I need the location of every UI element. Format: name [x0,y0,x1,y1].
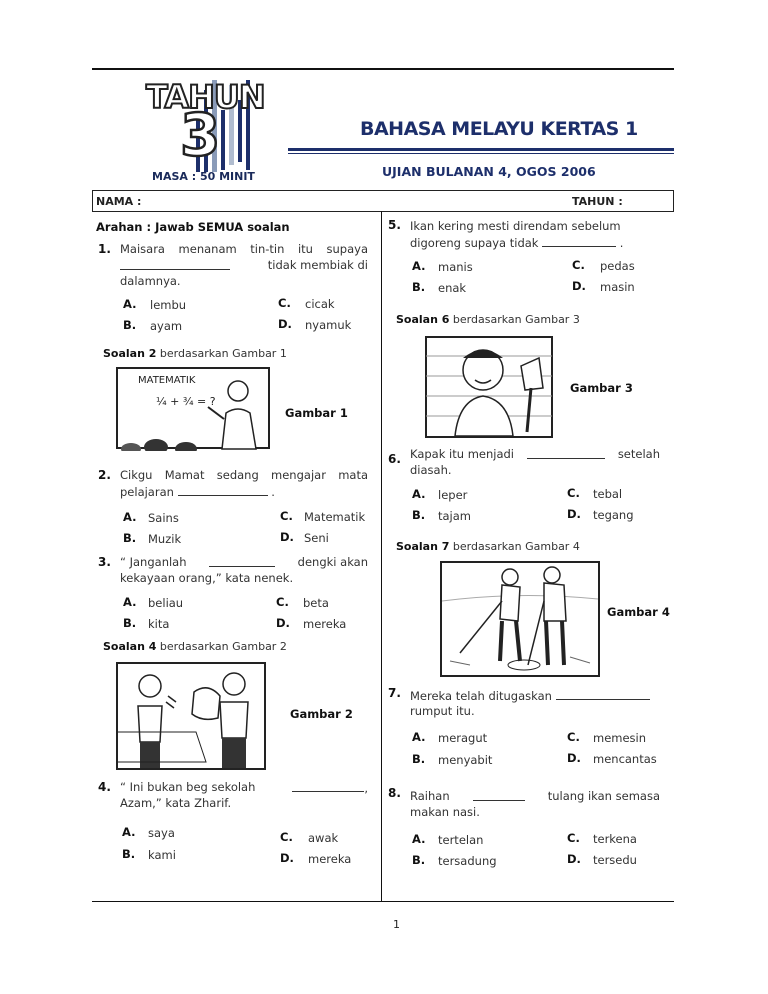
gambar-3-illustration [425,336,555,440]
q5-b-letter: B. [412,280,426,294]
q8-line1: Raihan tulang ikan semasa [410,789,660,803]
q8-number: 8. [388,786,401,800]
gambar-1-illustration [116,367,274,451]
board-sum: ¼ + ¾ = ? [156,395,216,408]
q4-number: 4. [98,780,111,794]
gambar-1-label: Gambar 1 [285,406,348,420]
q7-c-letter: C. [567,730,580,744]
q3-option-c[interactable]: beta [303,596,329,610]
gambar-3-label: Gambar 3 [570,381,633,395]
q8-c-letter: C. [567,831,580,845]
q1-line2 [120,258,368,273]
q5-option-a[interactable]: manis [438,260,473,274]
q1-number: 1. [98,242,111,256]
q7-b-letter: B. [412,752,426,766]
q3-option-b[interactable]: kita [148,617,170,631]
q7-d-letter: D. [567,751,581,765]
q2-option-d[interactable]: Seni [304,531,329,545]
q2-option-a[interactable]: Sains [148,511,179,525]
q4-option-a[interactable]: saya [148,826,175,840]
q2-line2: pelajaran . [120,485,275,499]
q7-option-b[interactable]: menyabit [438,753,493,767]
q1-d-letter: D. [278,317,292,331]
q6-line2: diasah. [410,463,452,477]
nama-label: NAMA : [96,195,142,208]
q1-line2-text: tidak membiak di [267,258,368,272]
q8-option-c[interactable]: terkena [593,832,637,846]
q2-blank[interactable] [178,484,268,496]
q3-blank[interactable] [209,555,275,567]
q2-number: 2. [98,468,111,482]
q4-option-d[interactable]: mereka [308,852,352,866]
q8-b-letter: B. [412,853,426,867]
tahun-label: TAHUN : [572,195,623,208]
q8-line2: makan nasi. [410,805,480,819]
page-number: 1 [393,918,400,931]
q5-number: 5. [388,218,401,232]
q8-option-b[interactable]: tersadung [438,854,497,868]
q5-d-letter: D. [572,279,586,293]
q3-option-d[interactable]: mereka [303,617,347,631]
q2-c-letter: C. [280,509,293,523]
q3-a-letter: A. [123,595,137,609]
page-title: BAHASA MELAYU KERTAS 1 [360,118,638,140]
q7-option-d[interactable]: mencantas [593,752,657,766]
q1-line3: dalamnya. [120,274,181,288]
q7-blank[interactable] [556,688,650,700]
soalan-2-heading: Soalan 2 berdasarkan Gambar 1 [103,347,287,360]
q3-line1: “ Janganlah dengki akan [120,555,368,569]
masa-label: MASA : 50 MINIT [152,170,255,183]
q4-option-b[interactable]: kami [148,848,176,862]
q6-option-b[interactable]: tajam [438,509,472,523]
q6-option-a[interactable]: leper [438,488,468,502]
q2-a-letter: A. [123,510,137,524]
q6-line1: Kapak itu menjadi setelah [410,447,660,461]
q7-a-letter: A. [412,730,426,744]
q7-line1: Mereka telah ditugaskan [410,688,650,704]
tahun-logo-word: TAHUN [146,78,265,116]
board-title: MATEMATIK [138,375,196,386]
q3-number: 3. [98,555,111,569]
q5-option-b[interactable]: enak [438,281,467,295]
q6-number: 6. [388,452,401,466]
q1-option-d[interactable]: nyamuk [305,318,352,332]
q4-line1: “ Ini bukan beg sekolah , [120,780,368,795]
q1-option-c[interactable]: cicak [305,297,335,311]
q2-line1: Cikgu Mamat sedang mengajar mata [120,468,368,482]
q5-line1: Ikan kering mesti direndam sebelum [410,219,621,233]
q8-option-a[interactable]: tertelan [438,833,484,847]
soalan-7-heading: Soalan 7 berdasarkan Gambar 4 [396,540,580,553]
tahun-logo-number: 3 [180,101,221,169]
q4-option-c[interactable]: awak [308,831,339,845]
q1-c-letter: C. [278,296,291,310]
q1-line1: Maisara menanam tin-tin itu supaya [120,242,368,256]
gambar-2-illustration [116,662,268,772]
q3-c-letter: C. [276,595,289,609]
q8-blank[interactable] [473,789,525,801]
q6-b-letter: B. [412,508,426,522]
q6-c-letter: C. [567,486,580,500]
q8-a-letter: A. [412,832,426,846]
q2-d-letter: D. [280,530,294,544]
q7-option-c[interactable]: memesin [593,731,647,745]
q1-b-letter: B. [123,318,137,332]
q6-a-letter: A. [412,487,426,501]
q1-a-letter: A. [123,297,137,311]
q8-d-letter: D. [567,852,581,866]
q6-blank[interactable] [527,447,605,459]
q5-c-letter: C. [572,258,585,272]
q1-option-b[interactable]: ayam [150,319,183,333]
q3-b-letter: B. [123,616,137,630]
q5-blank[interactable] [542,235,616,247]
soalan-6-heading: Soalan 6 berdasarkan Gambar 3 [396,313,580,326]
q4-a-letter: A. [122,825,136,839]
q1-blank[interactable] [120,258,230,270]
q1-option-a[interactable]: lembu [150,298,187,312]
q2-option-c[interactable]: Matematik [304,510,366,524]
q7-line2: rumput itu. [410,704,475,718]
column-divider [381,211,382,901]
q4-d-letter: D. [280,851,294,865]
q6-d-letter: D. [567,507,581,521]
q4-line2: Azam,” kata Zharif. [120,796,232,810]
q4-b-letter: B. [122,847,136,861]
q2-option-b[interactable]: Muzik [148,532,182,546]
q3-option-a[interactable]: beliau [148,596,184,610]
page-subtitle: UJIAN BULANAN 4, OGOS 2006 [382,164,596,179]
q8-option-d[interactable]: tersedu [593,853,637,867]
gambar-2-label: Gambar 2 [290,707,353,721]
gambar-4-label: Gambar 4 [607,605,670,619]
q3-line2: kekayaan orang,” kata nenek. [120,571,294,585]
q3-d-letter: D. [276,616,290,630]
q4-blank[interactable] [292,780,364,792]
q5-a-letter: A. [412,259,426,273]
q7-number: 7. [388,686,401,700]
q5-line2: digoreng supaya tidak . [410,236,624,250]
q4-c-letter: C. [280,830,293,844]
q6-option-d[interactable]: tegang [593,508,634,522]
q2-b-letter: B. [123,531,137,545]
instructions: Arahan : Jawab SEMUA soalan [96,220,290,234]
q5-option-c[interactable]: pedas [600,259,635,273]
q6-option-c[interactable]: tebal [593,487,623,501]
q5-option-d[interactable]: masin [600,280,635,294]
soalan-4-heading: Soalan 4 berdasarkan Gambar 2 [103,640,287,653]
q7-option-a[interactable]: meragut [438,731,488,745]
gambar-4-illustration [440,561,602,679]
